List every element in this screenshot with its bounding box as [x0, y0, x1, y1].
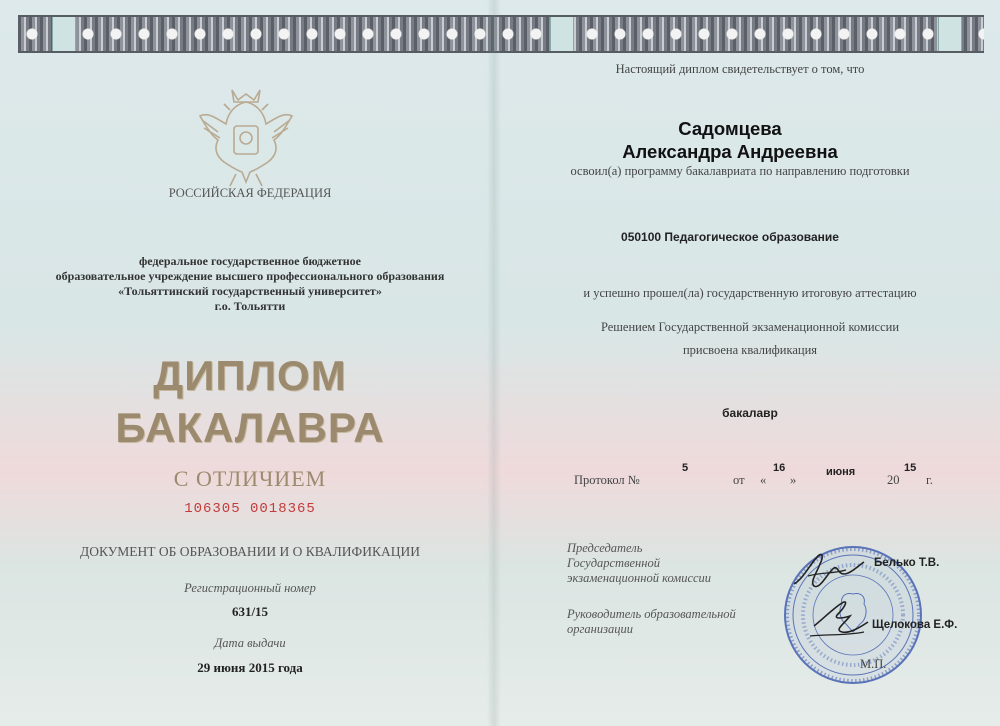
country-name: РОССИЙСКАЯ ФЕДЕРАЦИЯ — [168, 186, 332, 200]
border-gap — [52, 17, 76, 51]
protocol-year-prefix: 20 — [887, 473, 900, 487]
institution-line: федеральное государственное бюджетное — [138, 254, 361, 268]
specialty: 050100 Педагогическое образование — [621, 230, 839, 244]
chair-signature-icon — [788, 546, 868, 596]
graduate-surname: Садомцева — [678, 118, 782, 139]
honors-label: С ОТЛИЧИЕМ — [173, 466, 327, 491]
protocol-label: Протокол № — [574, 473, 640, 487]
intro-text: Настоящий диплом свидетельствует о том, что — [615, 62, 865, 76]
protocol-quote-open: « — [760, 473, 767, 487]
qualification: бакалавр — [722, 406, 778, 420]
chair-title-line: Председатель — [567, 541, 643, 555]
head-name: Щелокова Е.Ф. — [872, 619, 958, 631]
institution-line: г.о. Тольятти — [214, 299, 286, 313]
decision-text: Решением Государственной экзаменационной комиссии — [600, 320, 900, 334]
head-title-line: организации — [567, 622, 633, 636]
protocol-from: от — [733, 473, 745, 487]
head-signature-icon — [804, 596, 874, 640]
head-title-line: Руководитель образовательной — [567, 607, 736, 621]
issue-date: 29 июня 2015 года — [197, 660, 303, 675]
graduate-given-names: Александра Андреевна — [622, 141, 838, 162]
chair-name: Белько Т.В. — [874, 557, 940, 569]
program-text: освоил(а) программу бакалавриата по направлению подготовки — [570, 164, 910, 178]
institution-line: «Тольяттинский государственный университет» — [118, 284, 382, 298]
protocol-quote-close: » — [790, 473, 797, 487]
serial-number: 106305 0018365 — [184, 501, 316, 517]
border-gap — [550, 17, 574, 51]
border-gap — [938, 17, 962, 51]
registration-label: Регистрационный номер — [184, 581, 316, 595]
chair-title-line: Государственной — [567, 556, 660, 570]
protocol-day: 16 — [773, 462, 786, 474]
document-type: ДОКУМЕНТ ОБ ОБРАЗОВАНИИ И О КВАЛИФИКАЦИИ — [80, 544, 420, 559]
protocol-year-suffix: 15 — [904, 462, 917, 474]
stamp-mark: М.П. — [860, 657, 887, 671]
assigned-text: присвоена квалификация — [682, 343, 818, 357]
diploma-subtitle: БАКАЛАВРА — [115, 404, 385, 451]
chair-title-line: экзаменационной комиссии — [567, 571, 712, 585]
protocol-year-unit: г. — [926, 473, 933, 487]
protocol-number: 5 — [682, 462, 689, 474]
center-fold — [487, 0, 501, 726]
ornamental-border — [18, 15, 984, 53]
institution-line: образовательное учреждение высшего профессионального образования — [55, 269, 445, 283]
registration-number: 631/15 — [231, 604, 269, 619]
diploma-title: ДИПЛОМ — [153, 352, 347, 399]
coat-of-arms-icon — [196, 82, 296, 192]
issue-date-label: Дата выдачи — [214, 636, 286, 650]
attestation-text: и успешно прошел(ла) государственную итоговую аттестацию — [583, 286, 917, 300]
protocol-month: июня — [826, 466, 856, 478]
